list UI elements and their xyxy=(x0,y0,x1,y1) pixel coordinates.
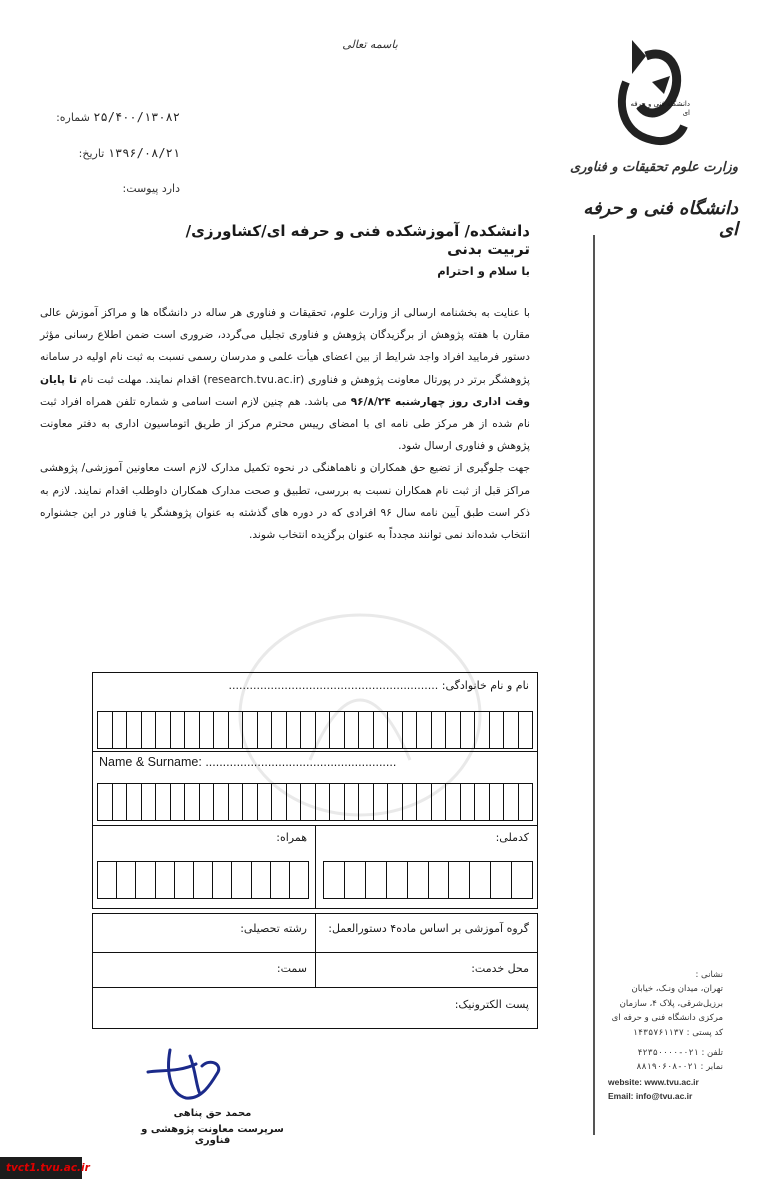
body-paragraph-1b: می باشد. هم چنین لازم است اسامی و شماره تلفن همراه افراد ثبت نام شده از هر مرکز طی نامه ای با امضای رییس محترم مرکز از طریق اتوماسیون اداری به دفتر معاونت پژوهش و فناوری ارسال شود. xyxy=(40,395,530,453)
national-code-boxes[interactable] xyxy=(323,861,533,899)
bismillah: باسمه تعالی xyxy=(342,38,398,51)
national-code-label: کدملی: xyxy=(495,831,529,844)
details-form xyxy=(92,913,538,1029)
mobile-boxes[interactable] xyxy=(97,861,309,899)
email-label: پست الکترونیک: xyxy=(454,998,529,1011)
letter-attachment-label: پیوست: xyxy=(122,182,159,195)
signature xyxy=(140,1042,240,1104)
field-label: رشته تحصیلی: xyxy=(240,922,307,935)
group-label: گروه آموزشی بر اساس ماده۴ دستورالعمل: xyxy=(328,922,529,935)
greeting: با سلام و احترام xyxy=(437,264,530,278)
recipient-heading: دانشکده/ آموزشکده فنی و حرفه ای/کشاورزی/تربیت بدنی xyxy=(185,222,530,258)
workplace-label: محل خدمت: xyxy=(471,962,529,975)
university-name: دانشگاه فنی و حرفه ای xyxy=(583,198,738,240)
name-en-boxes[interactable] xyxy=(97,783,533,821)
body-paragraph-1a: با عنایت به بخشنامه ارسالی از وزارت علوم، تحقیقات و فناوری هر ساله در دانشگاه ها و مراکز آموزش عالی مقارن با هفته پژوهش از برگزیدگان پژوهش و فناوری تجلیل می‌گردد، ضروری است ضمن اطلاع رسانی مؤثر دستور فرمایید افراد واجد شرایط از بین اعضای هیأت علمی و مدرسان رسمی نسبت به ثبت نام اولیه در سامانه پژوهشگر برتر در پورتال معاونت پژوهش و فناوری (research.tvu.ac.ir) اقدام نمایند. مهلت ثبت نام xyxy=(40,307,530,386)
address-block xyxy=(608,968,723,1104)
website: website: www.tvu.ac.ir xyxy=(608,1076,699,1087)
address-label: نشانی : xyxy=(695,970,723,980)
body-paragraph-2: جهت جلوگیری از تضیع حق همکاران و ناهماهنگی در نحوه تکمیل مدارک لازم است معاونین آموزشی/ پژوهشی مراکز قبل از ثبت نام همکاران نسبت به بررسی، تطبیق و صحت مدارک همکاران داوطلب اقدام نمایند. لازم به ذکر است طبق آیین نامه سال ۹۶ افرادی که در دوره های گذشته به عنوان پژوهشگر یا فناور در این جشنواره انتخاب شده‌اند نمی توانند مجدداً به عنوان برگزیده انتخاب شوند. xyxy=(40,462,531,542)
form-divider-3 xyxy=(315,825,316,909)
margin-divider xyxy=(593,235,595,1135)
fax-row: نمابر : ۰۲۱-۸۸۱۹۰۶۰۸ xyxy=(636,1062,723,1073)
letter-attachment-value: دارد xyxy=(161,182,180,195)
postal-row: کد پستی : ۱۴۳۵۷۶۱۱۳۷ xyxy=(632,1027,723,1038)
footer-site-logo: tvct1.tvu.ac.ir xyxy=(6,1162,90,1174)
address-line-1: تهران، میدان ونـک، خیابان xyxy=(631,984,723,995)
phone-row: تلفن : ۰۲۱-۴۲۳۵۰۰۰۰ xyxy=(637,1048,723,1059)
logo-caption: دانشگاه فنی و حرفه ای xyxy=(630,100,690,117)
ministry-name: وزارت علوم تحقیقات و فناوری xyxy=(569,160,738,175)
contact-email: Email: info@tvu.ac.ir xyxy=(608,1091,693,1102)
form-divider-1 xyxy=(93,751,537,752)
name-en-label: Name & Surname: ....................................................... xyxy=(99,755,397,769)
deadline-text: تا پایان وقت اداری روز چهارشنبه ۹۶/۸/۲۴ xyxy=(40,373,530,408)
letter-number-value: ۲۵/۴۰۰/۱۳۰۸۲ xyxy=(93,110,180,124)
registration-form xyxy=(92,672,538,909)
name-fa-boxes[interactable] xyxy=(97,711,533,749)
signatory-name: محمد حق پناهی xyxy=(173,1108,252,1119)
form2-divider-1 xyxy=(93,952,537,953)
letter-date-label: تاریخ: xyxy=(78,147,105,160)
address-line-2: برزیل‌شرقی، پلاک ۴، سازمان xyxy=(619,998,723,1009)
signatory-title: سرپرست معاونت پژوهشی و فناوری xyxy=(141,1124,284,1146)
letter-date xyxy=(40,146,180,160)
university-logo xyxy=(612,36,692,148)
form2-divider-v xyxy=(315,914,316,987)
address-line-3: مرکزی دانشگاه فنی و حرفه ای xyxy=(611,1013,723,1024)
letter-attachment xyxy=(40,182,180,195)
position-label: سمت: xyxy=(276,962,307,975)
letter-date-value: ۱۳۹۶/۰۸/۲۱ xyxy=(107,146,180,160)
form2-divider-2 xyxy=(93,987,537,988)
letter-number xyxy=(40,110,180,124)
mobile-label: همراه: xyxy=(276,831,307,844)
name-fa-label: نام و نام خانوادگی: ............................................................ xyxy=(228,679,529,692)
letter-body xyxy=(40,302,530,546)
letter-number-label: شماره: xyxy=(56,111,90,124)
